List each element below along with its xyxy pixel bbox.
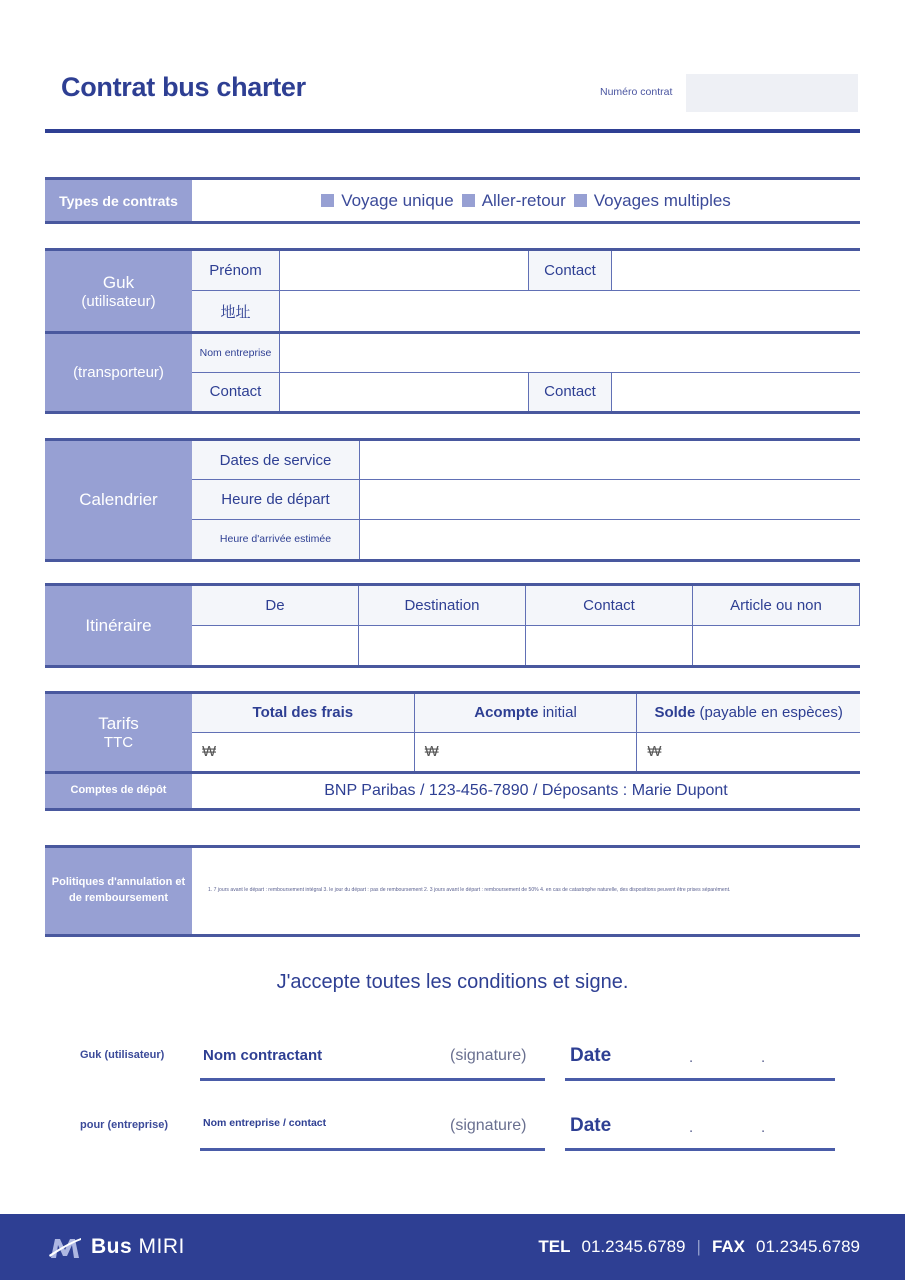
- user-contact-input[interactable]: [612, 251, 860, 290]
- fares-col-deposit-light: initial: [542, 704, 577, 722]
- fares-row: [45, 694, 860, 771]
- departure-time-input[interactable]: [360, 480, 860, 518]
- date-separator-1: .: [689, 1119, 694, 1136]
- arrival-time-input[interactable]: [360, 520, 860, 559]
- carrier-contact-input-1[interactable]: [280, 373, 529, 411]
- itinerary-row: [45, 586, 860, 665]
- block-bottom-border: [45, 559, 860, 562]
- signature-date-field[interactable]: [565, 1105, 835, 1151]
- party-user-label-line1: Guk: [102, 272, 135, 292]
- calendar-fields: [192, 441, 860, 559]
- checkbox-label: Aller-retour: [481, 190, 566, 210]
- policies-text: 1. 7 jours avant le départ : remboursement intégral 3. le jour du départ : pas de remboursement 2. 3 jours avant le départ : remboursement de 50% 4. en cas de catastrophe naturelle, des dispositions peuvent être prises séparément.: [192, 848, 860, 934]
- date-separator-2: .: [761, 1119, 766, 1136]
- currency-symbol-icon: ₩: [202, 743, 217, 761]
- date-label: Date: [570, 1115, 612, 1136]
- signature-section: [45, 1035, 860, 1175]
- departure-time-label: Heure de départ: [192, 480, 360, 518]
- party-carrier-label-line2: (transporteur): [73, 364, 164, 381]
- signature-placeholder-label: (signature): [450, 1117, 527, 1134]
- brand-name: [91, 1235, 185, 1259]
- signature-placeholder-label: (signature): [450, 1047, 527, 1064]
- block-bottom-border: [45, 221, 860, 224]
- itinerary-label-text: Itinéraire: [85, 615, 152, 635]
- fares-col-total: [192, 694, 415, 732]
- fares-col-deposit-strong: Acompte: [474, 704, 539, 722]
- brand-suffix: MIRI: [138, 1235, 185, 1258]
- checkbox-aller-retour[interactable]: [462, 191, 566, 211]
- party-user-label: [45, 251, 192, 331]
- signature-name-label: Nom entreprise / contact: [203, 1117, 327, 1129]
- tel-label: TEL: [538, 1237, 571, 1256]
- service-dates-label: Dates de service: [192, 441, 360, 479]
- fares-value-row: [192, 733, 860, 772]
- carrier-company-label: Nom entreprise: [192, 334, 280, 372]
- block-bottom-border: [45, 808, 860, 811]
- currency-symbol-icon: ₩: [647, 743, 662, 761]
- block-bottom-border: [45, 665, 860, 668]
- itinerary-col-destination: Destination: [359, 586, 526, 625]
- policies-row: [45, 848, 860, 934]
- itinerary-block: [45, 583, 860, 668]
- user-contact-label: Contact: [529, 251, 612, 290]
- contract-types-options: [192, 180, 860, 221]
- page-title: Contrat bus charter: [61, 72, 306, 102]
- service-dates-input[interactable]: [360, 441, 860, 479]
- itinerary-col-from: De: [192, 586, 359, 625]
- itinerary-input-article[interactable]: [693, 626, 860, 666]
- calendar-label-text: Calendrier: [79, 490, 158, 509]
- party-carrier-label: [45, 334, 192, 411]
- itinerary-col-article: Article ou non: [693, 586, 860, 625]
- fax-value: 01.2345.6789: [756, 1237, 860, 1256]
- carrier-company-row: [192, 334, 860, 373]
- fares-balance-input[interactable]: [637, 733, 860, 772]
- checkbox-label: Voyage unique: [341, 190, 454, 210]
- table-row: [192, 626, 860, 666]
- deposit-account-label: Comptes de dépôt: [45, 774, 192, 808]
- fares-col-deposit: [415, 694, 638, 732]
- acceptance-statement: J'accepte toutes les conditions et signe.: [276, 971, 629, 993]
- party-user-label-line2: (utilisateur): [81, 292, 156, 310]
- itinerary-input-contact[interactable]: [526, 626, 693, 666]
- user-firstname-input[interactable]: [280, 251, 529, 290]
- brand-prefix: Bus: [91, 1235, 133, 1258]
- contract-types-row: [45, 180, 860, 221]
- signature-date-field[interactable]: [565, 1035, 835, 1081]
- page-footer: [0, 1214, 905, 1280]
- user-address-label: 地址: [192, 291, 280, 331]
- fares-label: [45, 694, 192, 771]
- fares-deposit-input[interactable]: [415, 733, 638, 772]
- signature-row-company: [45, 1105, 860, 1175]
- date-separator-2: .: [761, 1049, 766, 1066]
- page-header: [0, 0, 905, 136]
- policies-block: [45, 845, 860, 937]
- bus-miri-logo-icon: [48, 1231, 82, 1263]
- signature-row-user: [45, 1035, 860, 1105]
- itinerary-label: [45, 586, 192, 665]
- itinerary-input-destination[interactable]: [359, 626, 526, 666]
- party-carrier-fields: [192, 334, 860, 411]
- party-carrier-row: [45, 331, 860, 411]
- fares-col-balance-light: (payable en espèces): [699, 704, 843, 722]
- carrier-contact-input-2[interactable]: [612, 373, 860, 411]
- brand: [48, 1231, 185, 1263]
- user-firstname-label: Prénom: [192, 251, 280, 290]
- fares-label-line2: TTC: [103, 734, 134, 751]
- signature-party-label: pour (entreprise): [80, 1119, 169, 1131]
- signature-party-label: Guk (utilisateur): [80, 1049, 165, 1061]
- checkbox-square-icon[interactable]: [321, 194, 334, 207]
- calendar-arrival-row: [192, 520, 860, 559]
- fax-label: FAX: [711, 1237, 745, 1256]
- calendar-departure-row: [192, 480, 860, 519]
- checkbox-label: Voyages multiples: [593, 190, 731, 210]
- fares-block: [45, 691, 860, 811]
- contact-divider: |: [696, 1237, 701, 1256]
- itinerary-col-contact: Contact: [526, 586, 693, 625]
- fares-col-total-strong: Total des frais: [252, 704, 354, 722]
- deposit-account-value[interactable]: BNP Paribas / 123-456-7890 / Déposants : Marie Dupont: [192, 774, 860, 808]
- user-name-row: [192, 251, 860, 291]
- fares-col-balance-strong: Solde: [654, 704, 696, 722]
- currency-symbol-icon: ₩: [424, 743, 439, 761]
- contract-number-input[interactable]: [686, 74, 858, 112]
- arrival-time-label: Heure d'arrivée estimée: [192, 520, 360, 559]
- deposit-account-row: [45, 771, 860, 808]
- user-address-row: [192, 291, 860, 331]
- fares-total-input[interactable]: [192, 733, 415, 772]
- signature-name-label: Nom contractant: [203, 1047, 323, 1064]
- date-separator-1: .: [689, 1049, 694, 1066]
- calendar-row: [45, 441, 860, 559]
- calendar-service-dates-row: [192, 441, 860, 480]
- checkbox-square-icon[interactable]: [574, 194, 587, 207]
- parties-block: [45, 248, 860, 414]
- contract-number-label: Numéro contrat: [600, 86, 673, 98]
- policies-label: Politiques d'annulation et de remboursement: [45, 848, 192, 934]
- party-user-row: [45, 251, 860, 331]
- party-user-fields: [192, 251, 860, 331]
- checkbox-voyages-multiples[interactable]: [574, 191, 731, 211]
- contract-types-block: [45, 177, 860, 224]
- itinerary-input-from[interactable]: [192, 626, 359, 666]
- contract-types-label: Types de contrats: [45, 180, 192, 221]
- block-bottom-border: [45, 411, 860, 414]
- tel-value: 01.2345.6789: [581, 1237, 686, 1256]
- carrier-company-input[interactable]: [280, 334, 860, 372]
- date-label: Date: [570, 1045, 612, 1066]
- calendar-label: [45, 441, 192, 559]
- carrier-contact-label-1: Contact: [192, 373, 280, 411]
- fares-label-line1: Tarifs: [98, 714, 139, 733]
- carrier-contact-row: [192, 373, 860, 411]
- calendar-block: [45, 438, 860, 562]
- fares-header-row: [192, 694, 860, 733]
- checkbox-voyage-unique[interactable]: [321, 191, 454, 211]
- header-divider: [45, 129, 860, 133]
- itinerary-header-row: [192, 586, 860, 626]
- fares-fields: [192, 694, 860, 771]
- user-address-input[interactable]: [280, 291, 860, 331]
- itinerary-fields: [192, 586, 860, 665]
- fares-col-balance: [637, 694, 860, 732]
- footer-contact: [538, 1237, 860, 1257]
- checkbox-square-icon[interactable]: [462, 194, 475, 207]
- block-bottom-border: [45, 934, 860, 937]
- carrier-contact-label-2: Contact: [529, 373, 612, 411]
